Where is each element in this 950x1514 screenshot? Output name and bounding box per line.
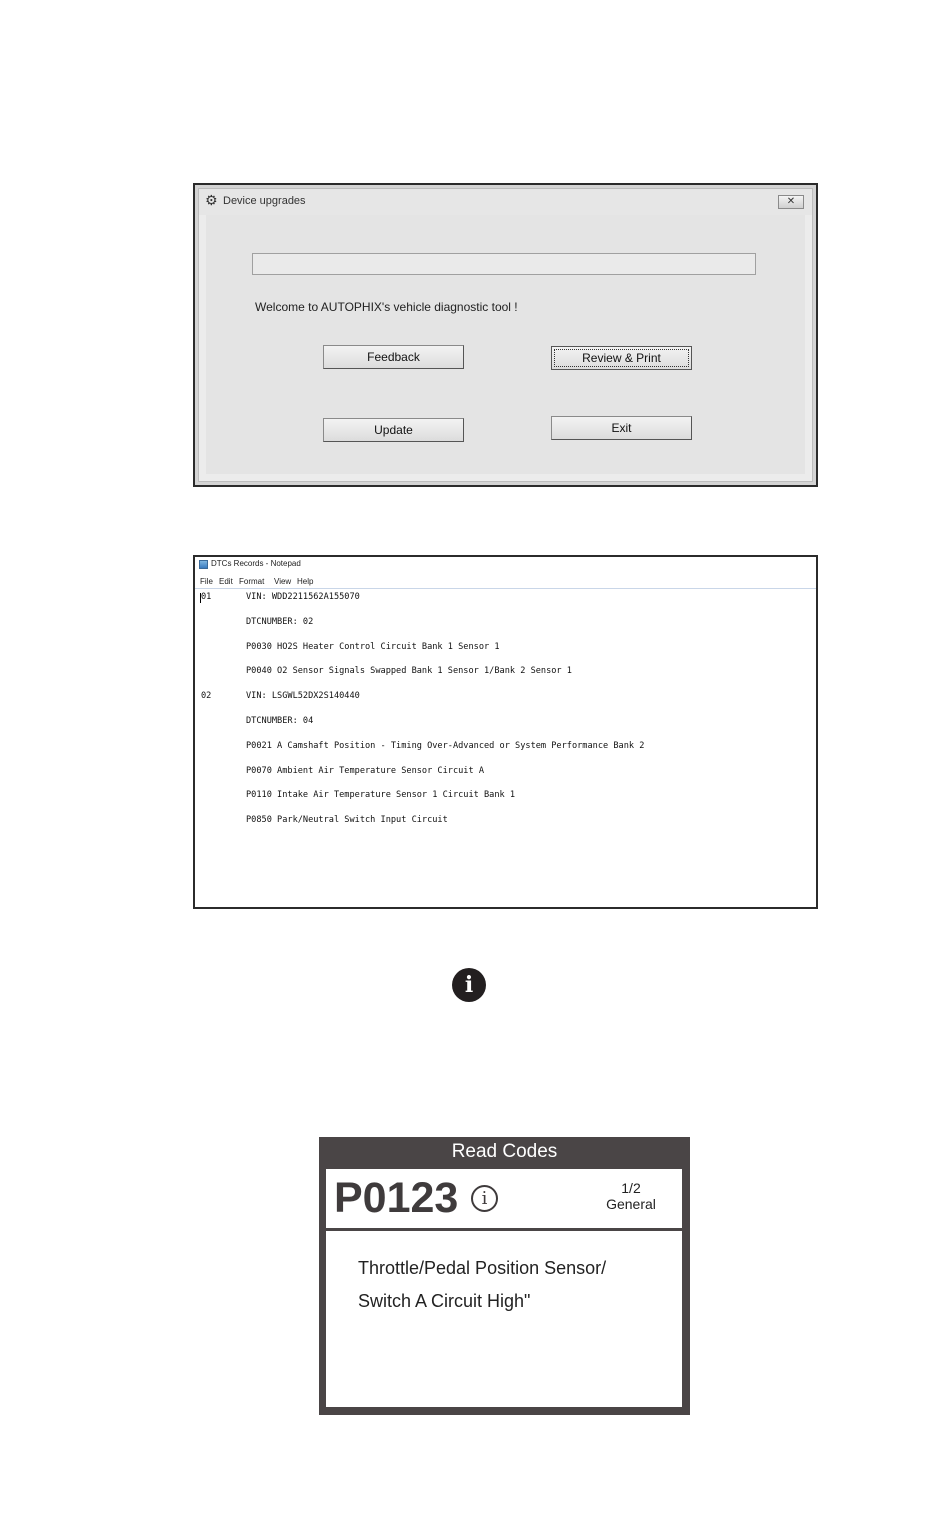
page-number: 1/2 <box>621 1180 641 1196</box>
menu-edit[interactable]: Edit <box>219 577 233 586</box>
exit-button[interactable]: Exit <box>551 416 692 440</box>
description-panel <box>326 1231 682 1407</box>
record-line: P0850 Park/Neutral Switch Input Circuit <box>246 815 448 826</box>
menu-format[interactable]: Format <box>239 577 265 586</box>
menu-file[interactable]: File <box>200 577 213 586</box>
menu-help[interactable]: Help <box>297 577 314 586</box>
close-button[interactable]: ✕ <box>778 195 804 209</box>
progress-bar <box>252 253 756 275</box>
record-number: 02 <box>201 691 212 702</box>
code-panel <box>326 1169 682 1228</box>
dialog-title: Device upgrades <box>223 195 306 207</box>
feedback-button[interactable]: Feedback <box>323 345 464 369</box>
record-line: P0030 HO2S Heater Control Circuit Bank 1 Sensor 1 <box>246 641 500 652</box>
record-line: P0021 A Camshaft Position - Timing Over-Advanced or System Performance Bank 2 <box>246 740 645 751</box>
record-line: P0070 Ambient Air Temperature Sensor Circuit A <box>246 765 484 776</box>
gear-icon: ⚙ <box>205 193 218 209</box>
record-line: VIN: WDD2211562A155070 <box>246 592 360 602</box>
page-indicator <box>591 1180 671 1212</box>
record-line: P0040 O2 Sensor Signals Swapped Bank 1 Sensor 1/Bank 2 Sensor 1 <box>246 666 572 677</box>
review-print-button[interactable]: Review & Print <box>551 346 692 370</box>
welcome-message: Welcome to AUTOPHIX's vehicle diagnostic tool ! <box>255 300 518 314</box>
info-icon: i <box>452 968 486 1002</box>
info-icon[interactable]: i <box>471 1185 498 1212</box>
read-codes-screen <box>319 1137 690 1415</box>
dialog-body <box>206 215 805 474</box>
notepad-title-bar <box>195 557 816 571</box>
notepad-window <box>193 555 818 909</box>
menu-view[interactable]: View <box>274 577 292 586</box>
notepad-icon <box>199 560 208 569</box>
dtc-code: P0123 <box>334 1174 459 1222</box>
description-line: Throttle/Pedal Position Sensor/ <box>358 1258 607 1278</box>
record-line: DTCNUMBER: 02 <box>246 616 314 627</box>
description-line: Switch A Circuit High" <box>358 1291 531 1311</box>
dialog-frame <box>198 188 813 482</box>
notepad-text-area[interactable] <box>195 589 816 907</box>
record-line: DTCNUMBER: 04 <box>246 716 314 726</box>
code-category: General <box>606 1196 656 1212</box>
dialog-title-bar <box>199 189 812 215</box>
device-upgrades-dialog <box>193 183 818 487</box>
record-number: 01 <box>201 592 212 602</box>
notepad-title: DTCs Records - Notepad <box>211 559 301 568</box>
screen-header: Read Codes <box>451 1141 558 1162</box>
update-button[interactable]: Update <box>323 418 464 442</box>
record-line: VIN: LSGWL52DX2S140440 <box>246 691 360 702</box>
record-line: P0110 Intake Air Temperature Sensor 1 Circuit Bank 1 <box>246 790 516 801</box>
notepad-menu-bar <box>195 574 816 589</box>
